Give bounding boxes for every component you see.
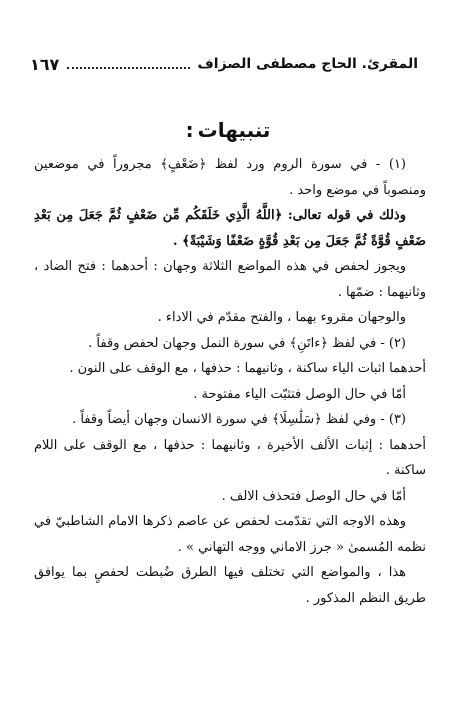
header-leader-dots [67, 67, 189, 69]
paragraph-note-3-first: أحدهما : إثبات الألف الأخيرة ، وثانيهما : حذفها ، مع الوقف على اللام ساكنة . [34, 437, 426, 478]
paragraph-shatibi: وهذه الاوجه التي تقدّمت لحفص عن عاصم ذكرها الامام الشاطبيّ في نظمه المُسمىٰ « جرز الاماني ووجه التهاني » . [34, 514, 426, 555]
section-heading [0, 118, 456, 142]
paragraph-note-2: (٢) - في لفظ ﴿ءاتَنِ﴾ في سورة النمل وجهان لحفص وقفاً . [88, 335, 406, 351]
running-header [30, 50, 418, 78]
section-heading-colon: : [185, 118, 194, 142]
section-heading-text: تنبيهات [197, 118, 271, 142]
paragraph-note-3: (٣) - وفي لفظ ﴿سَلَٰسِلَا﴾ في سورة الانسان وجهان أيضاً وقفاً . [72, 412, 406, 427]
paragraph-closing: هذا ، والمواضع التي تختلف فيها الطرق ضُبطت لحفصٍ بما يوافق طريق النظم المذكور . [34, 565, 426, 606]
paragraph-two-readings: ويجوز لحفص في هذه المواضع الثلاثة وجهان : أحدهما : فتح الضاد ، وثانيهما : ضمّها . [34, 259, 426, 300]
page-number: ١٦٧ [30, 54, 60, 74]
paragraph-note-1: (١) - في سورة الروم ورد لفظ ﴿ضَعْفٍ﴾ مجروراً في موضعين ومنصوباً في موضع واحد . [34, 157, 426, 198]
paragraph-preference: والوجهان مقروء بهما ، والفتح مقدّم في الاداء . [157, 310, 406, 325]
body-text [34, 152, 426, 611]
paragraph-note-2-first: أحدهما اثبات الياء ساكنة ، وثانيهما : حذفها ، مع الوقف على النون . [69, 361, 426, 376]
paragraph-note-2-wasl: أمّا في حال الوصل فتثبّت الياء مفتوحة . [193, 386, 406, 402]
header-title: المقرئ. الحاج مصطفى الصزاف [197, 56, 418, 72]
paragraph-note-3-wasl: أمّا في حال الوصل فتحذف الالف . [221, 488, 406, 504]
paragraph-quran-verse: وذلك في قوله تعالى: ﴿اللَّهُ الَّذِي خَلَقَكُم مِّن ضَعْفٍ ثُمَّ جَعَلَ مِن بَعْدِ ضَعْفٍ قُوَّةً ثُمَّ جَعَلَ مِن بَعْدِ قُوَّةٍ ضَعْفًا وَشَيْبَةً﴾ . [34, 208, 426, 249]
